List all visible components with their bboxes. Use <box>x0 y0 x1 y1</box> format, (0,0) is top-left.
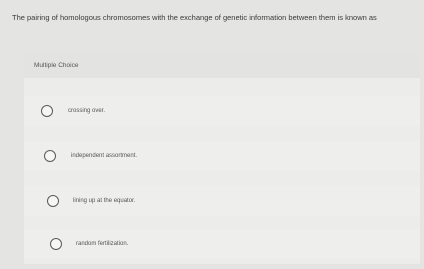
radio-button[interactable] <box>50 238 62 250</box>
answer-option-label: crossing over. <box>68 108 106 114</box>
multiple-choice-title: Multiple Choice <box>34 62 79 69</box>
answer-option-independent-assortment[interactable] <box>24 141 420 171</box>
answer-option-label: independent assortment. <box>71 153 138 159</box>
answer-option-crossing-over[interactable] <box>24 96 420 126</box>
answer-option-label: lining up at the equator. <box>73 198 136 204</box>
answer-option-random-fertilization[interactable] <box>24 229 420 259</box>
question-text: The pairing of homologous chromosomes with the exchange of genetic information between them is known as <box>12 13 377 22</box>
answer-option-lining-up-at-equator[interactable] <box>24 186 420 216</box>
radio-button[interactable] <box>44 150 56 162</box>
multiple-choice-header <box>24 52 420 78</box>
radio-button[interactable] <box>41 105 53 117</box>
multiple-choice-panel <box>24 52 420 264</box>
radio-button[interactable] <box>47 195 59 207</box>
answer-option-label: random fertilization. <box>76 241 129 247</box>
